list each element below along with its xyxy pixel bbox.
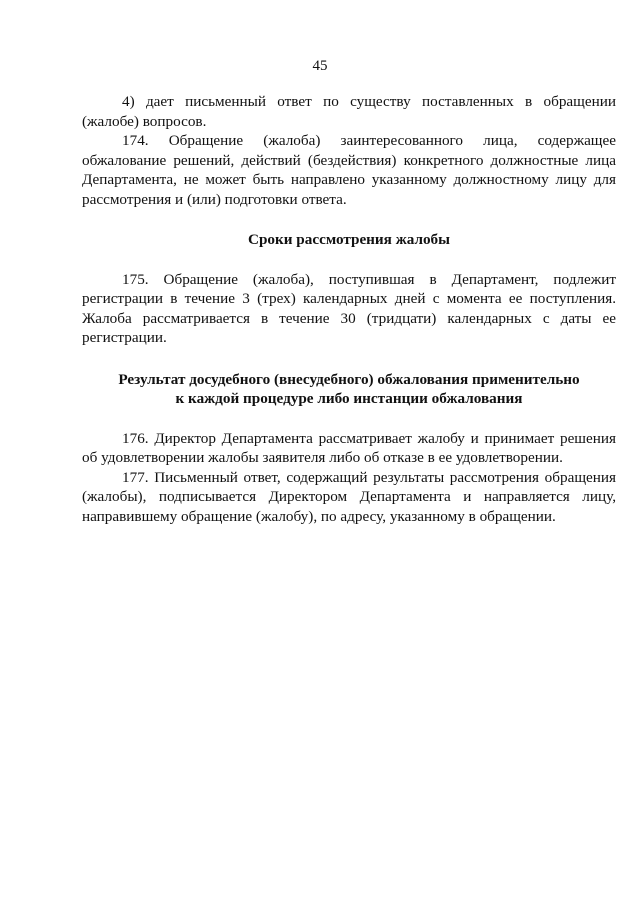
section-heading-line-1: Результат досудебного (внесудебного) обжалования применительно — [118, 370, 580, 388]
paragraph-176: 176. Директор Департамента рассматривает жалобу и принимает решения об удовлетворении жалобы заявителя либо об отказе в ее удовлетворении. — [82, 429, 616, 466]
section-heading-line-2: к каждой процедуре либо инстанции обжалования — [175, 390, 523, 407]
paragraph-item-4: 4) дает письменный ответ по существу поставленных в обращении (жалобе) вопросов. — [82, 93, 616, 130]
paragraph-175: 175. Обращение (жалоба), поступившая в Департамент, подлежит регистрации в течение 3 (трех) календарных дней с момента ее поступления. Жалоба рассматривается в течение 30 (тридцати) календарных с даты ее регистрации. — [82, 270, 616, 346]
paragraph-177: 177. Письменный ответ, содержащий результаты рассмотрения обращения (жалобы), подписывается Директором Департамента и направляется лицу, направившему обращение (жалобу), по адресу, указанному в обращении. — [82, 468, 616, 525]
document-body — [82, 92, 616, 526]
section-heading-complaint-terms: Сроки рассмотрения жалобы — [247, 231, 451, 248]
section-heading-appeal-result — [82, 370, 616, 409]
page-number: 45 — [312, 58, 328, 74]
paragraph-174: 174. Обращение (жалоба) заинтересованного лица, содержащее обжалование решений, действий (бездействия) конкретного должностные лица Департамента, не может быть направлено указанному должностному лицу для рассмотрения и (или) подготовки ответа. — [82, 132, 616, 208]
